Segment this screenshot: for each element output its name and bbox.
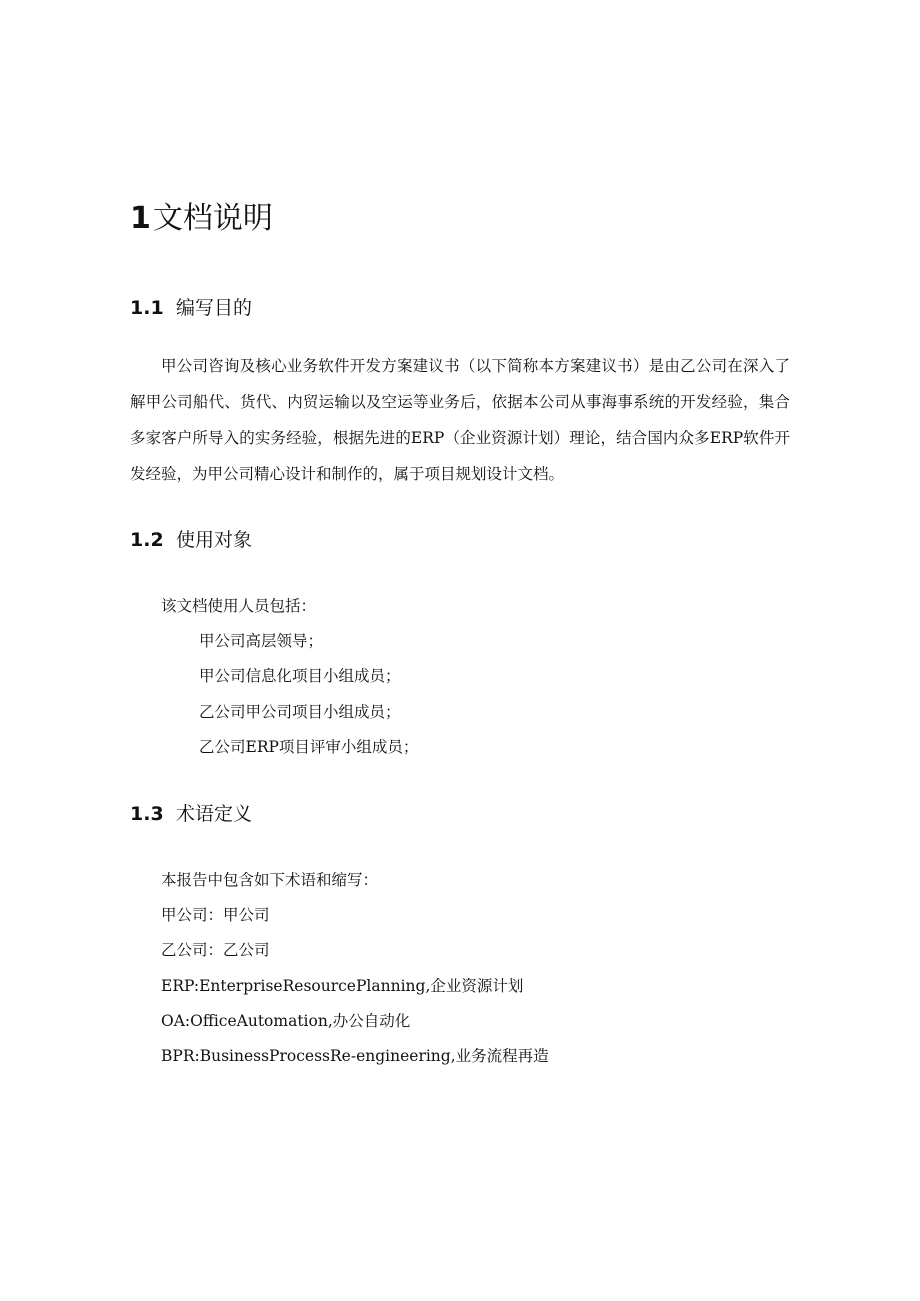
audience-lead: 该文档使用人员包括： [161,597,317,615]
section-number: 1.1 [130,297,164,319]
terms-lead: 本报告中包含如下术语和缩写： [161,871,379,889]
chapter-heading [130,197,273,241]
section-title: 使用对象 [176,529,253,551]
section-title: 编写目的 [176,297,253,319]
chapter-title: 文档说明 [152,201,273,236]
section-heading-audience [130,526,252,554]
term-definition: 乙公司：乙公司 [161,941,270,959]
section-number: 1.2 [130,529,164,551]
term-definition: BPR:BusinessProcessRe-engineering,业务流程再造 [161,1047,549,1065]
purpose-paragraph: 甲公司咨询及核心业务软件开发方案建议书（以下简称本方案建议书）是由乙公司在深入了解甲公司船代、货代、内贸运输以及空运等业务后，依据本公司从事海事系统的开发经验，集合多家客户所导入的实务经验，根据先进的ERP（企业资源计划）理论，结合国内众多ERP软件开发经验，为甲公司精心设计和制作的，属于项目规划设计文档。 [130,357,790,483]
section-title: 术语定义 [176,803,253,825]
term-definition: OA:OfficeAutomation,办公自动化 [161,1012,411,1030]
chapter-number: 1 [130,201,151,236]
section-number: 1.3 [130,803,164,825]
audience-item: 乙公司ERP项目评审小组成员； [199,738,419,756]
term-definition: ERP:EnterpriseResourcePlanning,企业资源计划 [161,977,524,995]
term-definition: 甲公司：甲公司 [161,906,270,924]
audience-item: 甲公司高层领导； [199,632,324,650]
audience-item: 甲公司信息化项目小组成员； [199,667,401,685]
audience-item: 乙公司甲公司项目小组成员； [199,703,401,721]
section-heading-terms [130,800,252,828]
section-heading-purpose [130,294,252,322]
